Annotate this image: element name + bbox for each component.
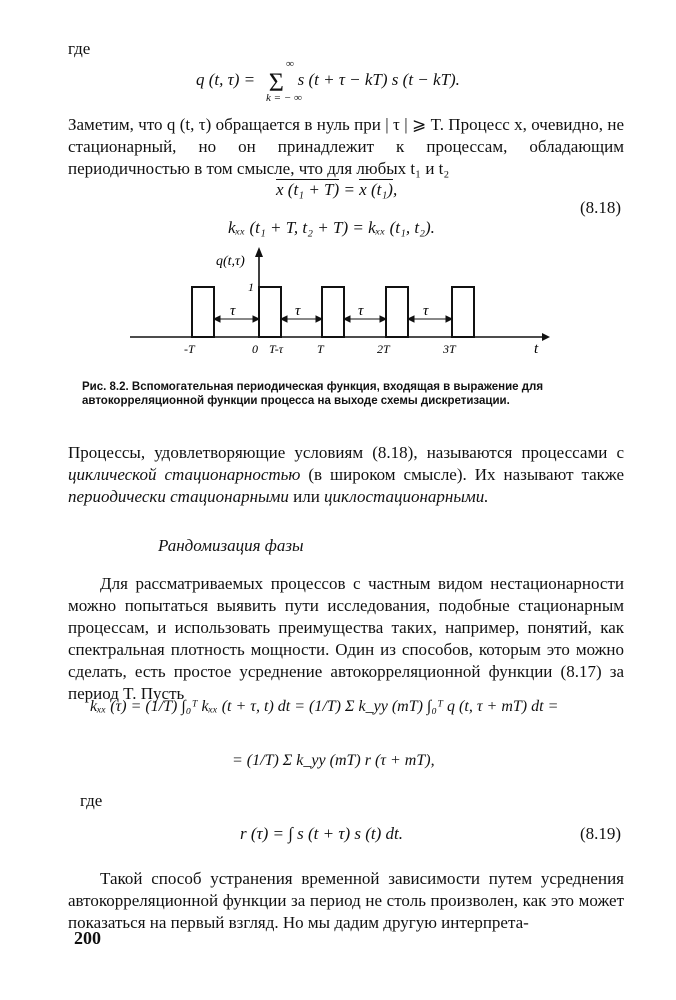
paragraph-4: Такой способ устранения временной зависимости путем усреднения автокорреляционной функции за период не столь произволен, как это может показаться на первый взгляд. Но мы дадим другую интерпрета- — [68, 869, 624, 932]
equation-q-sum-upper: ∞ — [286, 58, 294, 70]
tau-label: τ — [358, 303, 364, 319]
equation-average-line-1: kₓₓ (τ) = (1/T) ∫₀ᵀ kₓₓ (t + τ, t) dt = (1/T) Σ k_yy (mT) ∫₀ᵀ q (t, τ + mT) dt = — [90, 698, 559, 715]
equation-q-lhs: q (t, τ) = — [196, 70, 260, 89]
q-axis-arrow — [255, 247, 263, 257]
pulse — [322, 287, 344, 337]
level-label: 1 — [248, 280, 254, 294]
equation-r: r (τ) = ∫ s (t + τ) s (t) dt. — [240, 824, 404, 843]
equation-number-8-19: (8.19) — [580, 824, 622, 843]
where-word-2: где — [80, 791, 103, 810]
tau-label: τ — [295, 303, 301, 319]
pulse — [259, 287, 281, 337]
paragraph-3: Для рассматриваемых процессов с частным видом нестационарности можно попытаться выявить пути исследования, подобные стационарным процессам, и использовать преимущества таких, например, понятий, как спектральная плотность мощности. Один из способов, которым это можно сделать, есть простое усреднение автокорреляционной функции (8.17) за период T. Пусть — [68, 574, 624, 703]
pulse — [192, 287, 214, 337]
tau-label: τ — [423, 303, 429, 319]
x-label-t-minus-tau: T-τ — [269, 342, 284, 355]
paragraph-2 — [68, 442, 624, 508]
section-title: Рандомизация фазы — [158, 536, 304, 555]
figure-8-2 — [130, 245, 550, 355]
equation-q-sum-lower: k = − ∞ — [266, 92, 302, 104]
paragraph-1: Заметим, что q (t, τ) обращается в нуль при | τ | ⩾ T. Процесс x, очевидно, не стационарный, но он принадлежит к процессам, обладающим периодичностью в том смысле, что для любых t₁ и t₂ — [68, 115, 624, 178]
tau-label: τ — [230, 303, 236, 319]
sum-symbol: Σ — [268, 68, 284, 97]
equation-q-rhs: s (t + τ − kT) s (t − kT). — [297, 70, 460, 89]
equation-mean: x (t₁ + T) = x (t₁), — [276, 180, 398, 199]
pulse — [452, 287, 474, 337]
x-label-2t: 2T — [377, 342, 390, 355]
x-label-minus-t: -T — [184, 342, 195, 355]
caption-label: Рис. 8.2. — [82, 381, 129, 393]
where-word: где — [68, 39, 91, 58]
equation-average-line-2: = (1/T) Σ k_yy (mT) r (τ + mT), — [232, 752, 435, 769]
t-axis-label: t — [534, 341, 539, 355]
caption-text: Вспомогательная периодическая функция, входящая в выражение для автокорреляционной функции процесса на выходе схемы дискретизации. — [82, 381, 544, 407]
term-periodically-stationary: периодически стационарными — [68, 487, 289, 506]
page-number: 200 — [74, 928, 101, 948]
equation-number-8-18: (8.18) — [580, 198, 622, 217]
para2-text-a: Процессы, удовлетворяющие условиям (8.18), называются процессами с — [68, 443, 624, 462]
equation-q — [196, 68, 460, 98]
equation-kxx: kₓₓ (t₁ + T, t₂ + T) = kₓₓ (t₁, t₂). — [228, 218, 435, 237]
term-cyclic-stationarity: циклической стационарностью — [68, 465, 301, 484]
para2-text-b: (в широком смысле). Их называют также — [308, 465, 624, 484]
pulse — [386, 287, 408, 337]
figure-caption — [82, 380, 602, 408]
para2-text-c: или — [293, 487, 320, 506]
y-axis-label: q(t,τ) — [216, 254, 245, 269]
t-axis-arrow — [542, 333, 550, 341]
x-label-zero: 0 — [252, 342, 258, 355]
term-cyclostationary: циклостационарными. — [324, 487, 489, 506]
x-label-3t: 3T — [443, 342, 456, 355]
x-label-t: T — [317, 342, 324, 355]
